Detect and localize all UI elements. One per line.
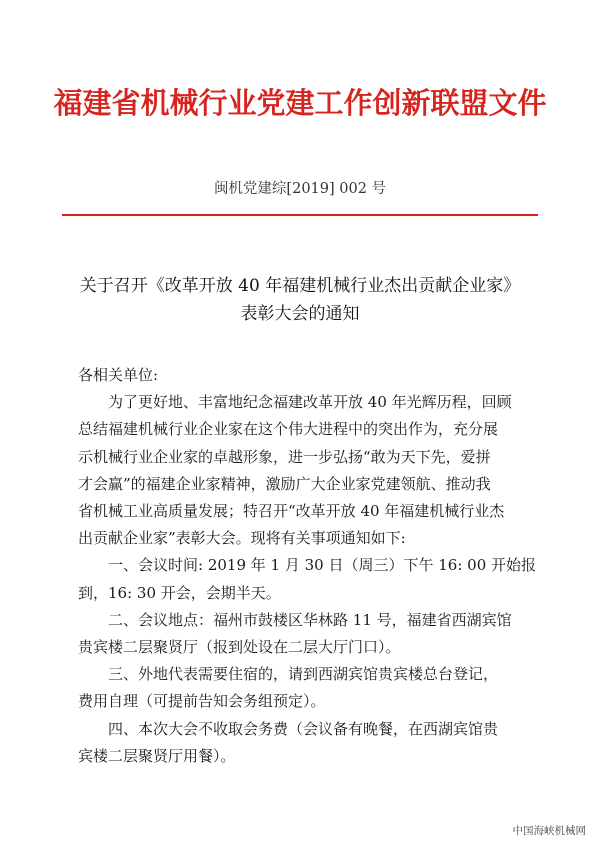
body-line: 四、本次大会不收取会务费（会议备有晚餐，在西湖宾馆贵 (108, 719, 499, 738)
body-line: 宾楼二层聚贤厅用餐）。 (78, 746, 236, 765)
body-line: 出贡献企业家”表彰大会。现将有关事项通知如下: (78, 529, 406, 548)
body-line: 费用自理（可提前告知会务组预定）。 (78, 692, 326, 711)
notice-body (78, 362, 536, 770)
body-line: 示机械行业企业家的卓越形象，进一步弘扬“敢为天下先，爱拼 (78, 447, 491, 466)
notice-title-line: 表彰大会的通知 (240, 304, 360, 324)
body-line: 才会赢”的福建企业家精神，激励广大企业家党建领航、推动我 (78, 474, 491, 493)
document-number: 闽机党建综[2019] 002 号 (213, 181, 387, 197)
document-header-title: 福建省机械行业党建工作创新联盟文件 (53, 86, 547, 120)
body-line: 二、会议地点：福州市鼓楼区华林路 11 号，福建省西湖宾馆 (108, 610, 512, 629)
body-line: 一、会议时间: 2019 年 1 月 30 日（周三）下午 16: 00 开始报 (108, 556, 536, 575)
body-line: 贵宾楼二层聚贤厅（报到处设在二层大厅门口）。 (78, 638, 401, 657)
notice-title-line: 关于召开《改革开放 40 年福建机械行业杰出贡献企业家》 (79, 276, 521, 296)
body-line: 省机械工业高质量发展；特召开“改革开放 40 年福建机械行业杰 (78, 502, 505, 521)
body-line: 三、外地代表需要住宿的，请到西湖宾馆贵宾楼总台登记， (108, 665, 499, 684)
body-line: 为了更好地、丰富地纪念福建改革开放 40 年光辉历程，回顾 (108, 393, 512, 412)
source-watermark: 中国海峡机械网 (512, 825, 586, 837)
header-divider (62, 214, 538, 216)
notice-title (60, 272, 540, 328)
salutation: 各相关单位: (78, 366, 159, 384)
body-line: 总结福建机械行业企业家在这个伟大进程中的突出作为，充分展 (78, 420, 499, 439)
body-line: 到，16: 30 开会，会期半天。 (78, 583, 281, 602)
